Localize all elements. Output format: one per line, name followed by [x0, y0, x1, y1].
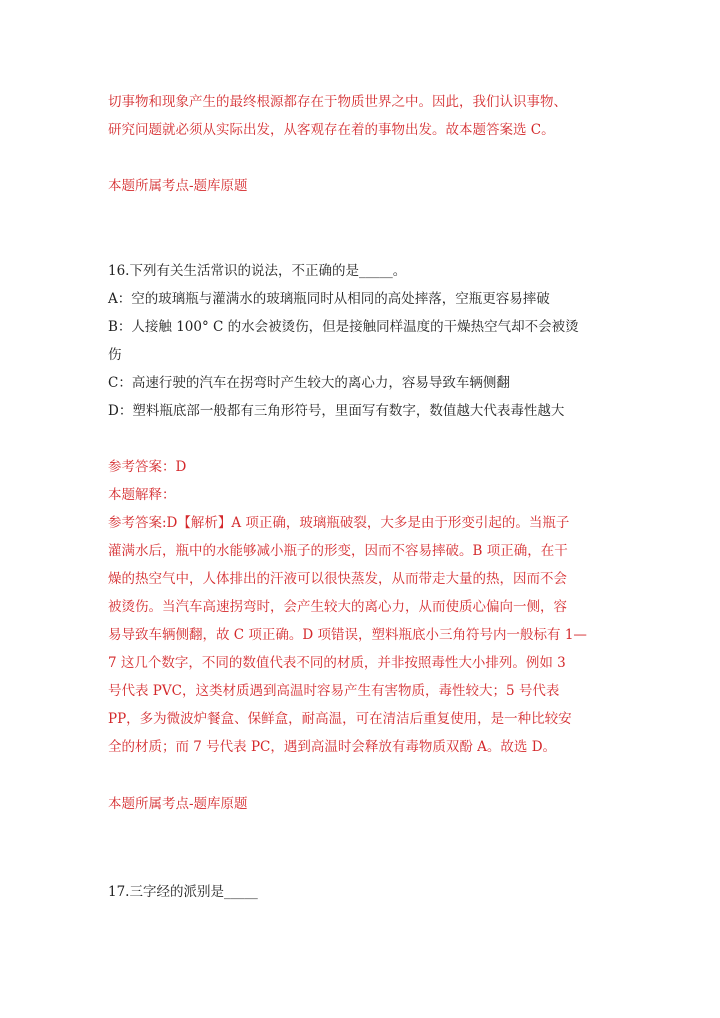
q16-explanation-line-4: 被烫伤。当汽车高速拐弯时，会产生较大的离心力，从而使质心偏向一侧，容	[108, 599, 567, 615]
prev-explanation-line-1: 切事物和现象产生的最终根源都存在于物质世界之中。因此，我们认识事物、	[108, 94, 567, 110]
q16-explanation-line-3: 燥的热空气中，人体排出的汗液可以很快蒸发，从而带走大量的热，因而不会	[108, 571, 567, 587]
q16-explanation-line-8: PP，多为微波炉餐盒、保鲜盒，耐高温，可在清洁后重复使用，是一种比较安	[108, 711, 572, 727]
q16-answer: 参考答案：D	[108, 459, 187, 475]
q16-explanation-line-5: 易导致车辆侧翻，故 C 项正确。D 项错误，塑料瓶底小三角符号内一般标有 1—	[108, 627, 587, 643]
q16-option-a: A：空的玻璃瓶与灌满水的玻璃瓶同时从相同的高处摔落，空瓶更容易摔破	[108, 291, 550, 307]
q16-stem: 16.下列有关生活常识的说法，不正确的是_____。	[108, 263, 407, 279]
q16-explanation-line-1: 参考答案:D【解析】A 项正确，玻璃瓶破裂，大多是由于形变引起的。当瓶子	[108, 515, 570, 531]
q16-option-b-line-2: 伤	[108, 347, 122, 363]
q16-option-b-line-1: B：人接触 100° C 的水会被烫伤，但是接触同样温度的干燥热空气却不会被烫	[108, 319, 579, 335]
q16-option-c: C：高速行驶的汽车在拐弯时产生较大的离心力，容易导致车辆侧翻	[108, 375, 510, 391]
q16-option-d: D：塑料瓶底部一般都有三角形符号，里面写有数字，数值越大代表毒性越大	[108, 403, 565, 419]
q16-explanation-label: 本题解释：	[108, 487, 176, 503]
q16-explanation-line-2: 灌满水后，瓶中的水能够减小瓶子的形变，因而不容易摔破。B 项正确，在干	[108, 543, 568, 559]
q17-stem: 17.三字经的派别是_____	[108, 884, 258, 900]
q16-explanation-line-6: 7 这几个数字，不同的数值代表不同的材质，并非按照毒性大小排列。例如 3	[108, 655, 566, 671]
q16-explanation-line-7: 号代表 PVC，这类材质遇到高温时容易产生有害物质，毒性较大；5 号代表	[108, 683, 560, 699]
q16-source-tag: 本题所属考点-题库原题	[108, 796, 248, 812]
prev-source-tag: 本题所属考点-题库原题	[108, 178, 248, 194]
q16-explanation-line-9: 全的材质；而 7 号代表 PC，遇到高温时会释放有毒物质双酚 A。故选 D。	[108, 739, 557, 755]
prev-explanation-line-2: 研究问题就必须从实际出发，从客观存在着的事物出发。故本题答案选 C。	[108, 122, 555, 138]
